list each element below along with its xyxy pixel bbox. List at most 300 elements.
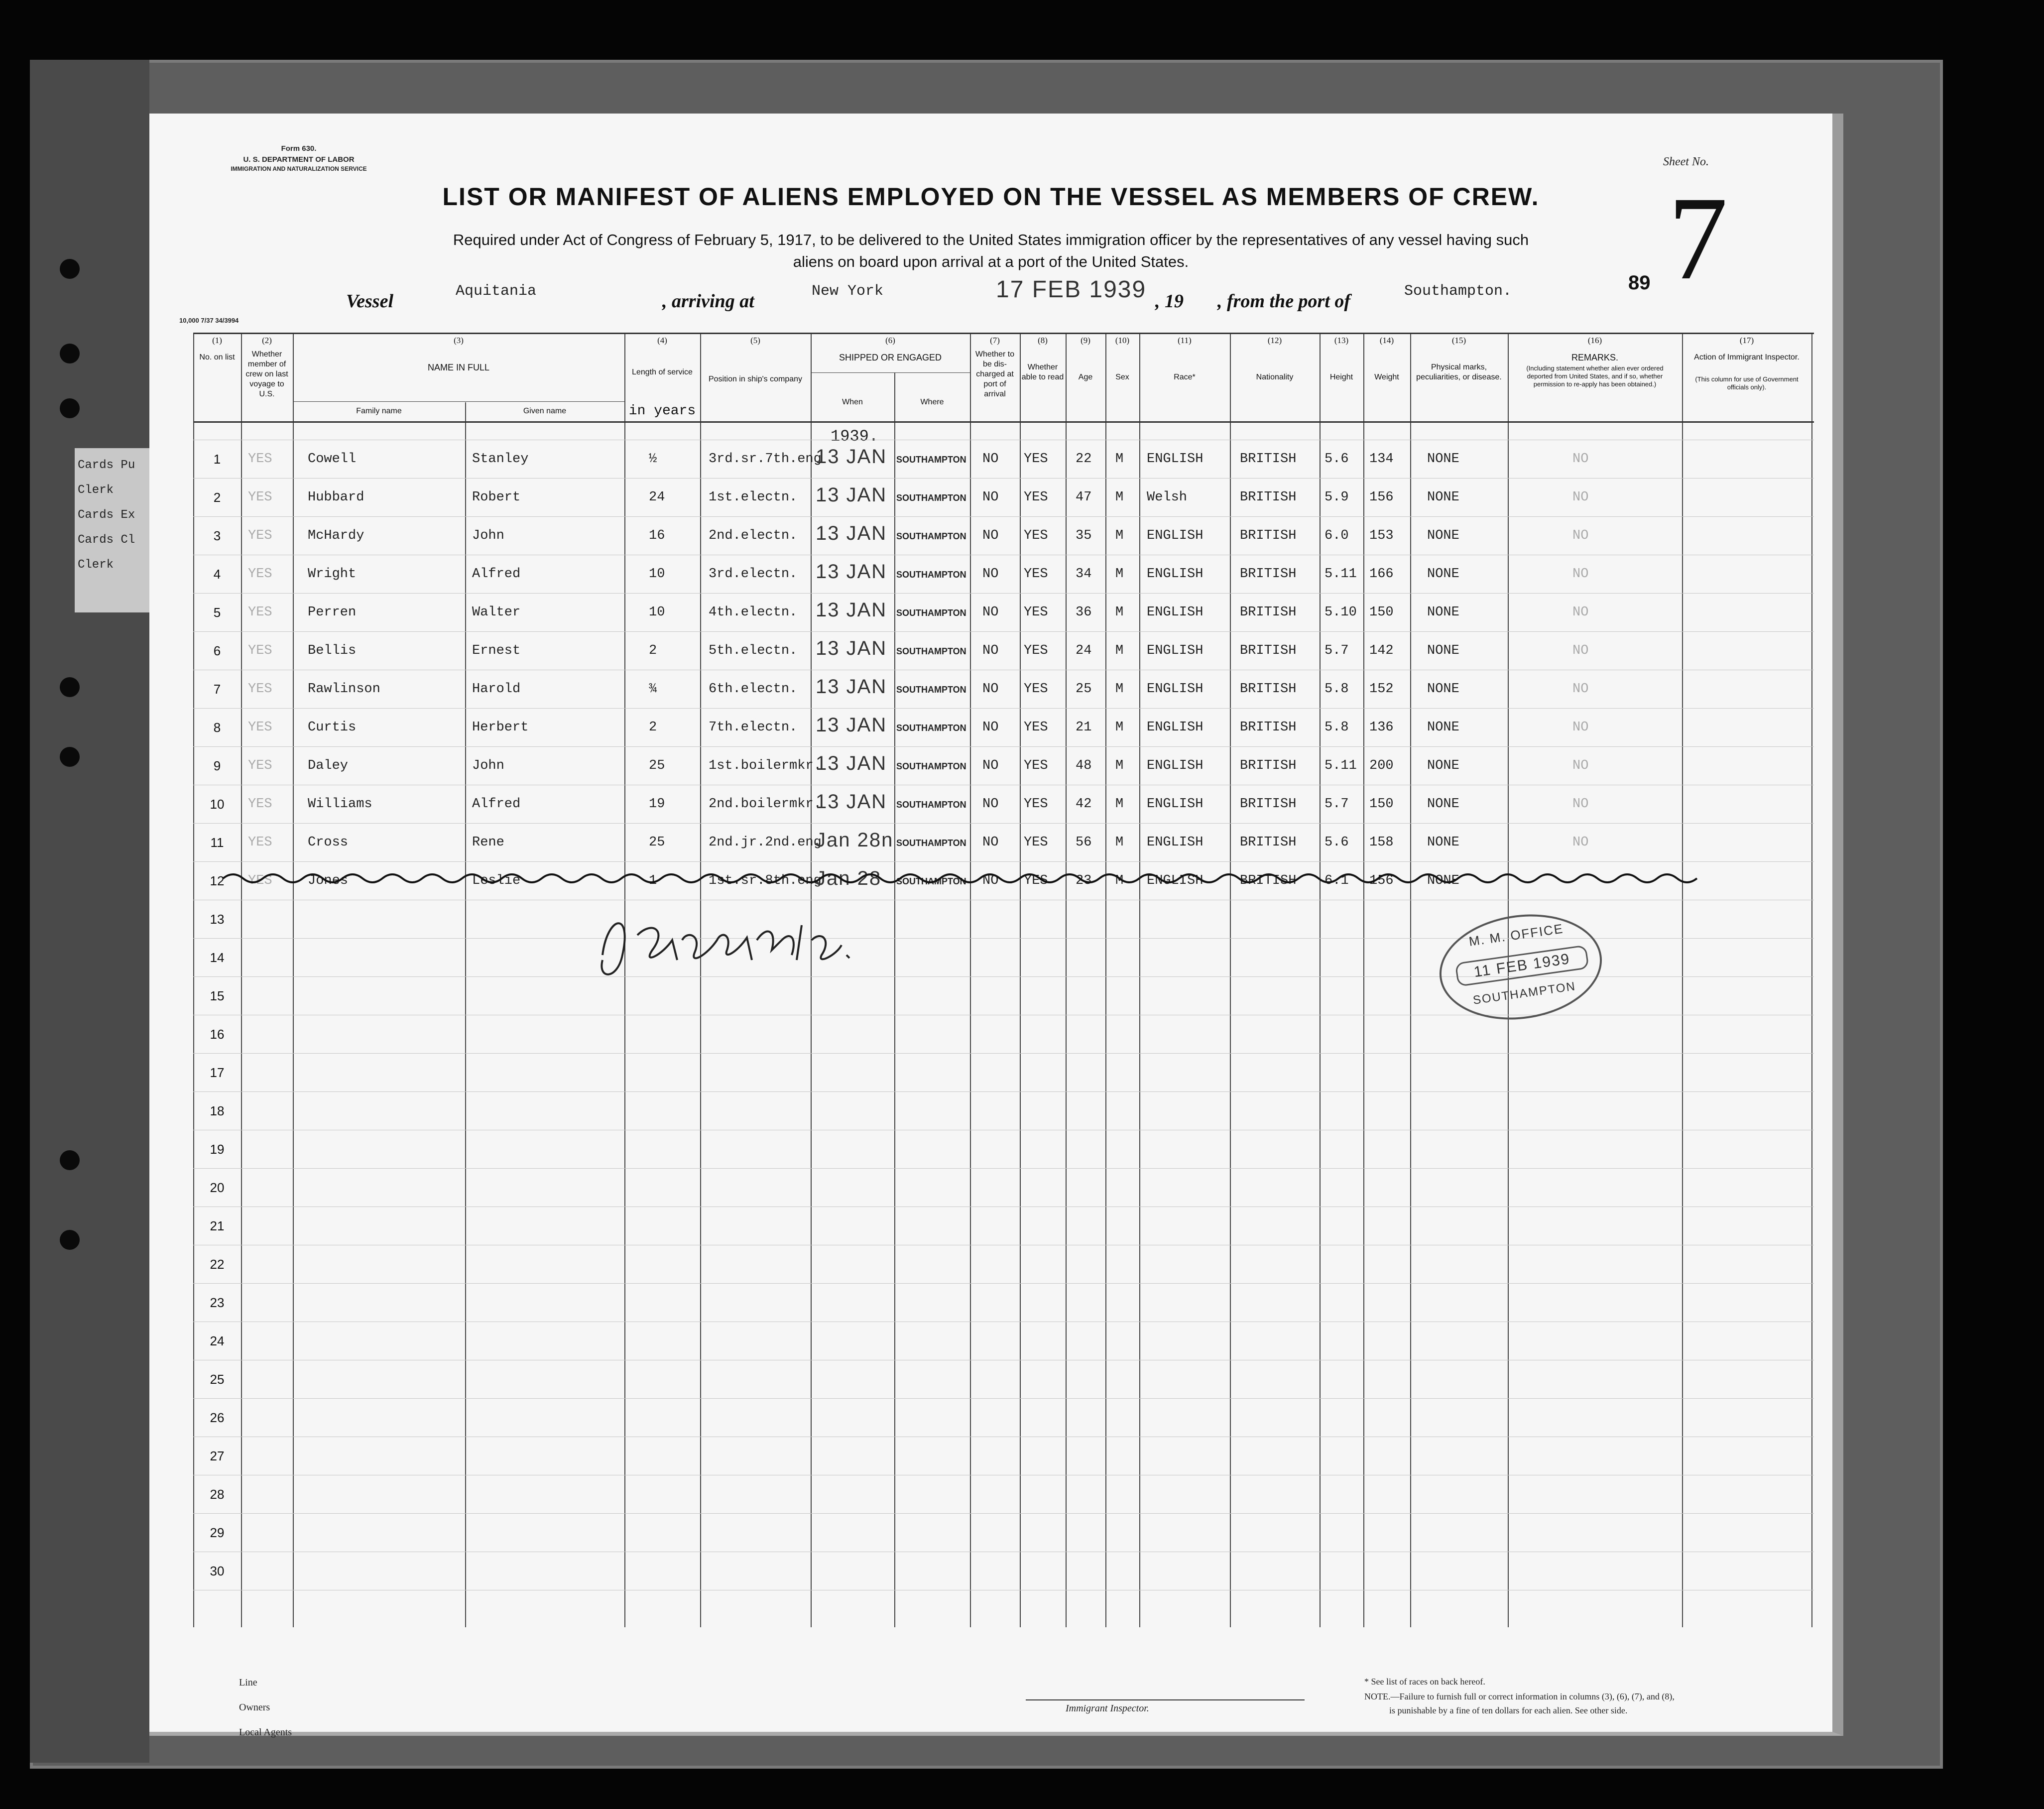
cell-position: 2nd.jr.2nd.eng [709, 835, 822, 850]
row-number: 27 [210, 1448, 225, 1463]
column-number: (11) [1178, 336, 1192, 345]
stamp-date: 11 FEB 1939 [1455, 945, 1589, 987]
cell-given: Walter [472, 605, 521, 620]
cell-service: ½ [649, 452, 657, 467]
cell-position: 2nd.electn. [709, 528, 798, 543]
row-number: 29 [210, 1525, 225, 1540]
sheet-number: 7 [1668, 172, 1728, 304]
cell-family: Curtis [308, 720, 357, 735]
cell-nationality: BRITISH [1240, 567, 1297, 582]
cell-weight: 150 [1369, 605, 1394, 620]
cell-where: SOUTHAMPTON [896, 838, 966, 848]
row-number: 7 [213, 682, 221, 697]
cell-remarks: NO [1572, 567, 1589, 582]
cell-sex: M [1115, 720, 1124, 735]
cell-family: Rawlinson [308, 682, 380, 697]
cell-marks: NONE [1427, 605, 1459, 620]
row-number: 21 [210, 1218, 225, 1233]
cell-family: Bellis [308, 643, 357, 658]
cell-sex: M [1115, 643, 1124, 658]
header-when: When [842, 398, 863, 406]
cell-discharged: NO [982, 490, 999, 505]
cell-given: John [472, 758, 504, 773]
cell-where: SOUTHAMPTON [896, 493, 966, 503]
row-number: 8 [213, 720, 221, 735]
cell-service: 10 [649, 567, 665, 582]
cell-discharged: NO [982, 682, 999, 697]
cell-read: YES [1024, 873, 1048, 888]
cell-nationality: BRITISH [1240, 835, 1297, 850]
cell-sex: M [1115, 873, 1124, 888]
stamp-port: SOUTHAMPTON [1472, 979, 1577, 1007]
cell-age: 22 [1076, 452, 1092, 467]
cell-discharged: NO [982, 873, 999, 888]
cell-remarks: NO [1572, 643, 1589, 658]
cell-sex: M [1115, 758, 1124, 773]
row-number: 18 [210, 1103, 225, 1118]
cell-age: 21 [1076, 720, 1092, 735]
header-rule [193, 333, 1814, 334]
cell-marks: NONE [1427, 567, 1459, 582]
cell-marks: NONE [1427, 720, 1459, 735]
row-rule [193, 1283, 1814, 1284]
punch-hole [60, 259, 80, 279]
cell-read: YES [1024, 567, 1048, 582]
cell-member: YES [248, 873, 272, 888]
row-rule [193, 1053, 1814, 1054]
margin-tab-line: Clerk [78, 558, 114, 572]
cell-nationality: BRITISH [1240, 797, 1297, 812]
punch-hole [60, 1150, 80, 1170]
cell-when: 13 JAN [816, 446, 887, 468]
cell-weight: 156 [1369, 490, 1394, 505]
cell-race: ENGLISH [1147, 682, 1203, 697]
row-rule [193, 478, 1814, 479]
cell-age: 47 [1076, 490, 1092, 505]
print-code: 10,000 7/37 34/3994 [179, 317, 239, 324]
cell-member: YES [248, 682, 272, 697]
name-subheader-rule [293, 401, 624, 402]
cell-remarks: NO [1572, 605, 1589, 620]
cell-where: SOUTHAMPTON [896, 646, 966, 656]
cell-given: Herbert [472, 720, 529, 735]
row-number: 14 [210, 950, 225, 965]
cancellation-line [223, 868, 1717, 888]
cell-when: 13 JAN [816, 752, 887, 774]
cell-read: YES [1024, 720, 1048, 735]
cell-age: 42 [1076, 797, 1092, 812]
column-number: (5) [750, 336, 760, 345]
row-rule [193, 1168, 1814, 1169]
cell-race: Welsh [1147, 490, 1188, 505]
header-no-on-list: No. on list [199, 353, 235, 362]
cell-age: 48 [1076, 758, 1092, 773]
cell-discharged: NO [982, 452, 999, 467]
cell-position: 1st.electn. [709, 490, 798, 505]
column-number: (16) [1587, 336, 1602, 345]
column-number: (13) [1334, 336, 1349, 345]
header-age: Age [1078, 373, 1093, 381]
cell-read: YES [1024, 490, 1048, 505]
cell-race: ENGLISH [1147, 758, 1203, 773]
cell-nationality: BRITISH [1240, 643, 1297, 658]
cell-remarks: NO [1572, 797, 1589, 812]
row-number: 13 [210, 912, 225, 927]
department-name: U. S. DEPARTMENT OF LABOR [243, 155, 355, 164]
cell-service: 24 [649, 490, 665, 505]
column-number: (4) [657, 336, 667, 345]
cell-nationality: BRITISH [1240, 452, 1297, 467]
column-number: (12) [1267, 336, 1282, 345]
cell-member: YES [248, 720, 272, 735]
header-sex: Sex [1115, 373, 1129, 381]
cell-weight: 166 [1369, 567, 1394, 582]
row-number: 24 [210, 1333, 225, 1348]
cell-sex: M [1115, 528, 1124, 543]
row-number: 11 [210, 835, 224, 850]
cell-given: Rene [472, 835, 504, 850]
cell-when: Jan 28n [816, 829, 894, 851]
cell-sex: M [1115, 835, 1124, 850]
footer-local-agents-label: Local Agents [239, 1727, 292, 1738]
cell-read: YES [1024, 452, 1048, 467]
cell-age: 56 [1076, 835, 1092, 850]
cell-race: ENGLISH [1147, 452, 1203, 467]
from-port-label: , from the port of [1217, 291, 1351, 312]
cell-family: Jones [308, 873, 349, 888]
row-rule [193, 1091, 1814, 1092]
column-rule [1363, 333, 1364, 1627]
cell-discharged: NO [982, 758, 999, 773]
cell-given: John [472, 528, 504, 543]
cell-given: Alfred [472, 797, 521, 812]
cell-remarks: NO [1572, 490, 1589, 505]
header-action: Action of Immigrant Inspector. [1694, 353, 1800, 362]
row-rule [193, 516, 1814, 517]
column-number: (7) [990, 336, 1000, 345]
cell-family: Cowell [308, 452, 357, 467]
cell-weight: 142 [1369, 643, 1394, 658]
cell-given: Stanley [472, 452, 529, 467]
cell-read: YES [1024, 528, 1048, 543]
cell-race: ENGLISH [1147, 873, 1203, 888]
header-remarks: REMARKS. [1571, 353, 1619, 362]
year-entry: 1939. [831, 427, 879, 446]
cell-member: YES [248, 835, 272, 850]
cell-sex: M [1115, 490, 1124, 505]
cell-marks: NONE [1427, 528, 1459, 543]
header-remarks-note: (Including statement whether alien ever ordered deported from United States, and if so, whether permission to re-apply has been obtained.) [1526, 364, 1664, 388]
cell-read: YES [1024, 835, 1048, 850]
row-rule [193, 708, 1814, 709]
cell-marks: NONE [1427, 490, 1459, 505]
cell-race: ENGLISH [1147, 797, 1203, 812]
column-rule [1020, 333, 1021, 1627]
row-rule [193, 1398, 1814, 1399]
cell-position: 5th.electn. [709, 643, 798, 658]
punch-hole [60, 1230, 80, 1250]
cell-member: YES [248, 797, 272, 812]
cell-height: 5.11 [1324, 567, 1357, 582]
cell-discharged: NO [982, 528, 999, 543]
punch-hole [60, 398, 80, 418]
cell-where: SOUTHAMPTON [896, 800, 966, 810]
row-number: 26 [210, 1410, 225, 1425]
header-given-name: Given name [523, 407, 567, 415]
cell-weight: 152 [1369, 682, 1394, 697]
cell-nationality: BRITISH [1240, 682, 1297, 697]
cell-where: SOUTHAMPTON [896, 608, 966, 618]
header-in-years: in years [628, 403, 696, 419]
cell-read: YES [1024, 605, 1048, 620]
cell-position: 3rd.electn. [709, 567, 798, 582]
cell-member: YES [248, 490, 272, 505]
column-number: (15) [1451, 336, 1466, 345]
cell-given: Ernest [472, 643, 521, 658]
cell-marks: NONE [1427, 643, 1459, 658]
cell-marks: NONE [1427, 682, 1459, 697]
cell-race: ENGLISH [1147, 643, 1203, 658]
cell-where: SOUTHAMPTON [896, 723, 966, 733]
header-discharged: Whether to be dis- charged at port of arrival [975, 350, 1015, 398]
cell-read: YES [1024, 758, 1048, 773]
column-number: (9) [1081, 336, 1090, 345]
column-number: (8) [1038, 336, 1048, 345]
penalty-note-1: NOTE.—Failure to furnish full or correct information in columns (3), (6), (7), and (8), [1364, 1691, 1675, 1701]
column-number: (2) [262, 336, 272, 345]
column-rule [1066, 333, 1067, 1627]
cell-family: Cross [308, 835, 349, 850]
row-rule [193, 593, 1814, 594]
cell-sex: M [1115, 682, 1124, 697]
row-number: 30 [210, 1564, 225, 1578]
cell-age: 23 [1076, 873, 1092, 888]
cell-when: 13 JAN [816, 791, 887, 813]
service-name: IMMIGRATION AND NATURALIZATION SERVICE [231, 165, 367, 172]
cell-race: ENGLISH [1147, 720, 1203, 735]
stamp-office: M. M. OFFICE [1468, 921, 1564, 949]
margin-tab [75, 448, 157, 612]
cell-age: 35 [1076, 528, 1092, 543]
header-family-name: Family name [356, 407, 402, 415]
cell-height: 5.11 [1324, 758, 1357, 773]
cell-where: SOUTHAMPTON [896, 876, 966, 886]
shipped-subheader-rule [811, 372, 970, 373]
cell-family: Wright [308, 567, 357, 582]
arriving-label: , arriving at [662, 291, 754, 312]
cell-height: 5.6 [1324, 835, 1349, 850]
cell-weight: 134 [1369, 452, 1394, 467]
cell-when: 13 JAN [816, 484, 887, 506]
column-rule [293, 333, 294, 1627]
cell-service: 2 [649, 643, 657, 658]
cell-given: Leslie [472, 873, 521, 888]
cell-family: Daley [308, 758, 349, 773]
column-rule [1105, 333, 1106, 1627]
row-number: 17 [210, 1065, 225, 1080]
cell-nationality: BRITISH [1240, 873, 1297, 888]
header-length-of-service: Length of service [632, 368, 693, 376]
cell-position: 1st.sr.8th.eng [709, 873, 822, 888]
cell-where: SOUTHAMPTON [896, 761, 966, 771]
cell-remarks: NO [1572, 452, 1589, 467]
cell-when: 13 JAN [816, 522, 887, 544]
cell-position: 6th.electn. [709, 682, 798, 697]
cell-height: 5.7 [1324, 643, 1349, 658]
cell-weight: 158 [1369, 835, 1394, 850]
inspector-signature [588, 895, 866, 990]
footer-owners-label: Owners [239, 1702, 270, 1713]
row-rule [193, 631, 1814, 632]
punch-hole [60, 677, 80, 697]
cell-member: YES [248, 605, 272, 620]
binding-strip [30, 60, 149, 1763]
cell-when: 13 JAN [816, 637, 887, 659]
cell-height: 5.10 [1324, 605, 1357, 620]
column-rule [1139, 333, 1140, 1627]
cell-sex: M [1115, 797, 1124, 812]
arriving-port: New York [812, 283, 884, 300]
cell-remarks: NO [1572, 682, 1589, 697]
row-number: 19 [210, 1142, 225, 1157]
row-rule [193, 861, 1814, 862]
column-rule [970, 333, 971, 1627]
row-number: 3 [213, 528, 221, 543]
cell-age: 36 [1076, 605, 1092, 620]
margin-tab-line: Cards Pu [78, 459, 135, 472]
cell-position: 2nd.boilermkr. [709, 797, 822, 812]
cell-remarks: NO [1572, 758, 1589, 773]
cell-height: 5.8 [1324, 720, 1349, 735]
row-number: 25 [210, 1372, 225, 1387]
cell-position: 7th.electn. [709, 720, 798, 735]
cell-nationality: BRITISH [1240, 528, 1297, 543]
year-label: , 19 [1155, 291, 1184, 312]
cell-discharged: NO [982, 605, 999, 620]
cell-member: YES [248, 567, 272, 582]
cell-nationality: BRITISH [1240, 720, 1297, 735]
header-name-in-full: NAME IN FULL [427, 362, 490, 372]
row-number: 10 [210, 797, 225, 812]
cell-race: ENGLISH [1147, 835, 1203, 850]
cell-read: YES [1024, 643, 1048, 658]
cell-read: YES [1024, 682, 1048, 697]
cell-sex: M [1115, 452, 1124, 467]
cell-where: SOUTHAMPTON [896, 455, 966, 465]
margin-tab-line: Clerk [78, 483, 114, 497]
cell-service: 16 [649, 528, 665, 543]
column-number: (17) [1739, 336, 1754, 345]
cell-service: 2 [649, 720, 657, 735]
cell-age: 34 [1076, 567, 1092, 582]
cell-discharged: NO [982, 797, 999, 812]
cell-nationality: BRITISH [1240, 605, 1297, 620]
header-position: Position in ship's company [708, 375, 803, 383]
document-subtitle-1: Required under Act of Congress of February 5, 1917, to be delivered to the United States immigration officer by the representatives of any vessel having such [453, 231, 1529, 248]
penalty-note-2: is punishable by a fine of ten dollars for each alien. See other side. [1389, 1705, 1628, 1715]
cell-height: 5.7 [1324, 797, 1349, 812]
document-title: LIST OR MANIFEST OF ALIENS EMPLOYED ON THE VESSEL AS MEMBERS OF CREW. [442, 183, 1540, 211]
cell-remarks: NO [1572, 528, 1589, 543]
cell-family: Perren [308, 605, 357, 620]
cell-height: 6.1 [1324, 873, 1349, 888]
row-number: 1 [213, 452, 221, 467]
vessel-label: Vessel [346, 291, 393, 312]
header-physical-marks: Physical marks, peculiarities, or disease. [1416, 363, 1502, 381]
punch-hole [60, 344, 80, 363]
row-number: 16 [210, 1027, 225, 1042]
header-action-note: (This column for use of Government officials only). [1695, 375, 1799, 391]
inspector-signature-line [1026, 1699, 1305, 1700]
cell-service: 1 [649, 873, 657, 888]
cell-when: 13 JAN [816, 676, 887, 698]
row-number: 15 [210, 988, 225, 1003]
cell-remarks: NO [1572, 835, 1589, 850]
row-rule [193, 746, 1814, 747]
margin-tab-line: Cards Ex [78, 508, 135, 522]
cell-weight: 136 [1369, 720, 1394, 735]
header-where: Where [920, 398, 944, 406]
cell-family: McHardy [308, 528, 364, 543]
cell-marks: NONE [1427, 873, 1459, 888]
cell-height: 5.9 [1324, 490, 1349, 505]
cell-weight: 153 [1369, 528, 1394, 543]
cell-family: Williams [308, 797, 372, 812]
row-number: 6 [213, 643, 221, 658]
column-number: (6) [885, 336, 895, 345]
cell-age: 24 [1076, 643, 1092, 658]
cell-member: YES [248, 528, 272, 543]
column-number: (3) [454, 336, 464, 345]
cell-where: SOUTHAMPTON [896, 685, 966, 695]
column-rule [1320, 333, 1321, 1627]
row-rule [193, 1513, 1814, 1514]
cell-member: YES [248, 452, 272, 467]
cell-marks: NONE [1427, 452, 1459, 467]
row-number: 28 [210, 1487, 225, 1502]
departure-port: Southampton. [1404, 283, 1512, 300]
cell-where: SOUTHAMPTON [896, 570, 966, 580]
cell-weight: 200 [1369, 758, 1394, 773]
cell-when: 13 JAN [816, 714, 887, 736]
cell-position: 3rd.sr.7th.eng [709, 452, 822, 467]
document-subtitle-2: aliens on board upon arrival at a port of the United States. [793, 253, 1189, 270]
column-rule [241, 333, 242, 1627]
sheet-label: Sheet No. [1663, 155, 1709, 168]
header-member-last-voyage: Whether member of crew on last voyage to U.S. [245, 350, 288, 398]
cell-race: ENGLISH [1147, 567, 1203, 582]
cell-nationality: BRITISH [1240, 758, 1297, 773]
cell-marks: NONE [1427, 758, 1459, 773]
cell-service: 19 [649, 797, 665, 812]
header-rule [193, 421, 1814, 423]
cell-discharged: NO [982, 720, 999, 735]
cell-when: Jan 28 [816, 867, 882, 889]
cell-position: 1st.boilermkr. [709, 758, 822, 773]
cell-age: 25 [1076, 682, 1092, 697]
cell-service: 25 [649, 758, 665, 773]
header-shipped-engaged: SHIPPED OR ENGAGED [839, 353, 942, 362]
cell-discharged: NO [982, 835, 999, 850]
cell-family: Hubbard [308, 490, 364, 505]
column-rule [1682, 333, 1683, 1627]
cell-nationality: BRITISH [1240, 490, 1297, 505]
column-rule [1230, 333, 1231, 1627]
cell-given: Robert [472, 490, 521, 505]
cell-race: ENGLISH [1147, 528, 1203, 543]
vessel-name: Aquitania [456, 283, 537, 300]
cell-race: ENGLISH [1147, 605, 1203, 620]
